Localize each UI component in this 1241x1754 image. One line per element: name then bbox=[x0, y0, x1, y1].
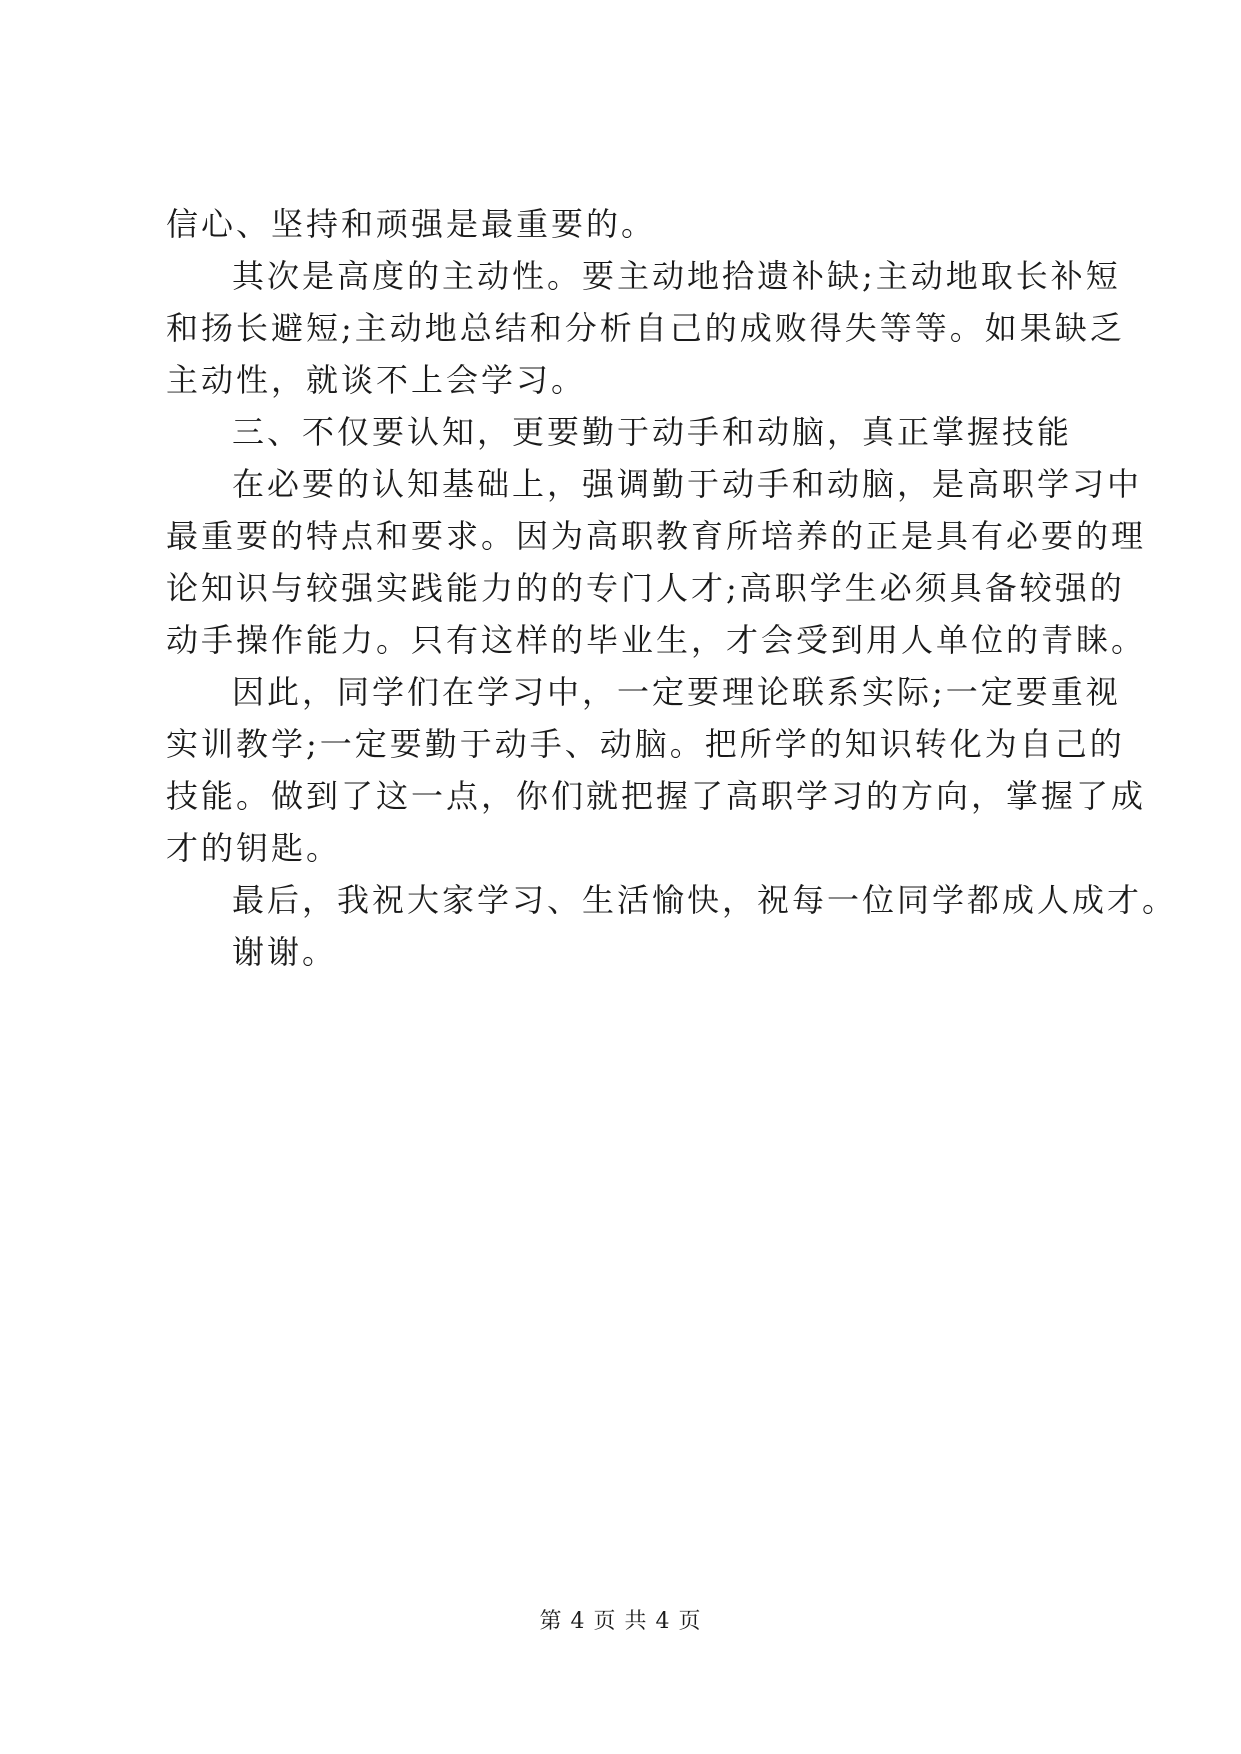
text-line: 才的钥匙。 bbox=[166, 829, 342, 867]
text-line: 最重要的特点和要求。因为高职教育所培养的正是具有必要的理 bbox=[166, 517, 1147, 555]
text-line: 主动性，就谈不上会学习。 bbox=[166, 361, 587, 399]
text-line: 在必要的认知基础上，强调勤于动手和动脑，是高职学习中 bbox=[232, 465, 1143, 503]
text-line: 和扬长避短;主动地总结和分析自己的成败得失等等。如果缺乏 bbox=[166, 309, 1125, 347]
text-line: 因此，同学们在学习中，一定要理论联系实际;一定要重视 bbox=[232, 673, 1121, 711]
document-body bbox=[166, 198, 1178, 978]
text-line: 实训教学;一定要勤于动手、动脑。把所学的知识转化为自己的 bbox=[166, 725, 1125, 763]
page-number-footer: 第 4 页 共 4 页 bbox=[539, 1609, 702, 1634]
text-line: 其次是高度的主动性。要主动地拾遗补缺;主动地取长补短 bbox=[232, 257, 1121, 295]
text-line: 论知识与较强实践能力的的专门人才;高职学生必须具备较强的 bbox=[166, 569, 1125, 607]
text-line: 谢谢。 bbox=[232, 933, 338, 971]
text-line: 技能。做到了这一点，你们就把握了高职学习的方向，掌握了成 bbox=[166, 777, 1147, 815]
text-line: 最后，我祝大家学习、生活愉快，祝每一位同学都成人成才。 bbox=[232, 881, 1178, 919]
section-heading: 三、不仅要认知，更要勤于动手和动脑，真正掌握技能 bbox=[232, 413, 1073, 451]
text-line: 动手操作能力。只有这样的毕业生，才会受到用人单位的青睐。 bbox=[166, 621, 1147, 659]
text-line: 信心、坚持和顽强是最重要的。 bbox=[166, 205, 657, 243]
